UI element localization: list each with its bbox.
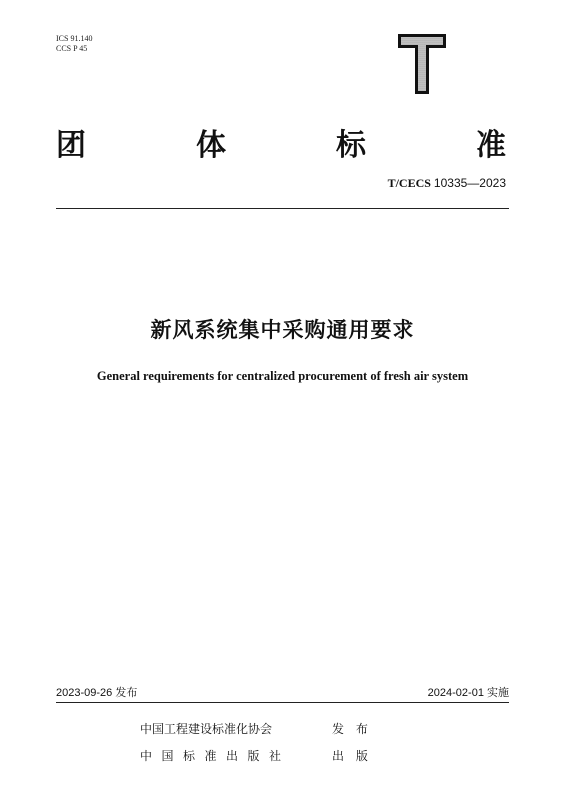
standard-type-char: 标 [336, 128, 366, 163]
standard-code-number: 10335—2023 [433, 176, 506, 190]
top-divider [56, 208, 509, 209]
ics-code: ICS 91.140 [56, 34, 93, 43]
publisher-row [140, 743, 440, 770]
classification-codes [56, 34, 92, 54]
publisher-role: 发 布 [332, 722, 372, 736]
publisher-role: 出 版 [332, 749, 372, 763]
implementation-date: 2024-02-01 实施 [427, 687, 509, 699]
dates-row [56, 684, 509, 700]
t-logo-icon [394, 30, 450, 98]
publisher-row [140, 716, 440, 743]
standard-type-char: 体 [196, 128, 226, 163]
standard-code-prefix: T/CECS [387, 176, 431, 190]
publisher-name: 中国标准出版社 [140, 749, 291, 763]
title-english: General requirements for centralized procurement of fresh air system [96, 369, 469, 383]
publisher-name: 中国工程建设标准化协会 [140, 722, 273, 736]
publishers-block [140, 716, 440, 770]
standard-type-heading [56, 120, 506, 163]
ccs-code: CCS P 45 [56, 44, 88, 53]
title-chinese: 新风系统集中采购通用要求 [150, 318, 415, 342]
bottom-divider [56, 702, 509, 703]
issue-date: 2023-09-26 发布 [56, 687, 138, 699]
standard-type-char: 团 [56, 128, 86, 163]
standard-type-char: 准 [476, 128, 506, 163]
standard-code [388, 176, 506, 191]
